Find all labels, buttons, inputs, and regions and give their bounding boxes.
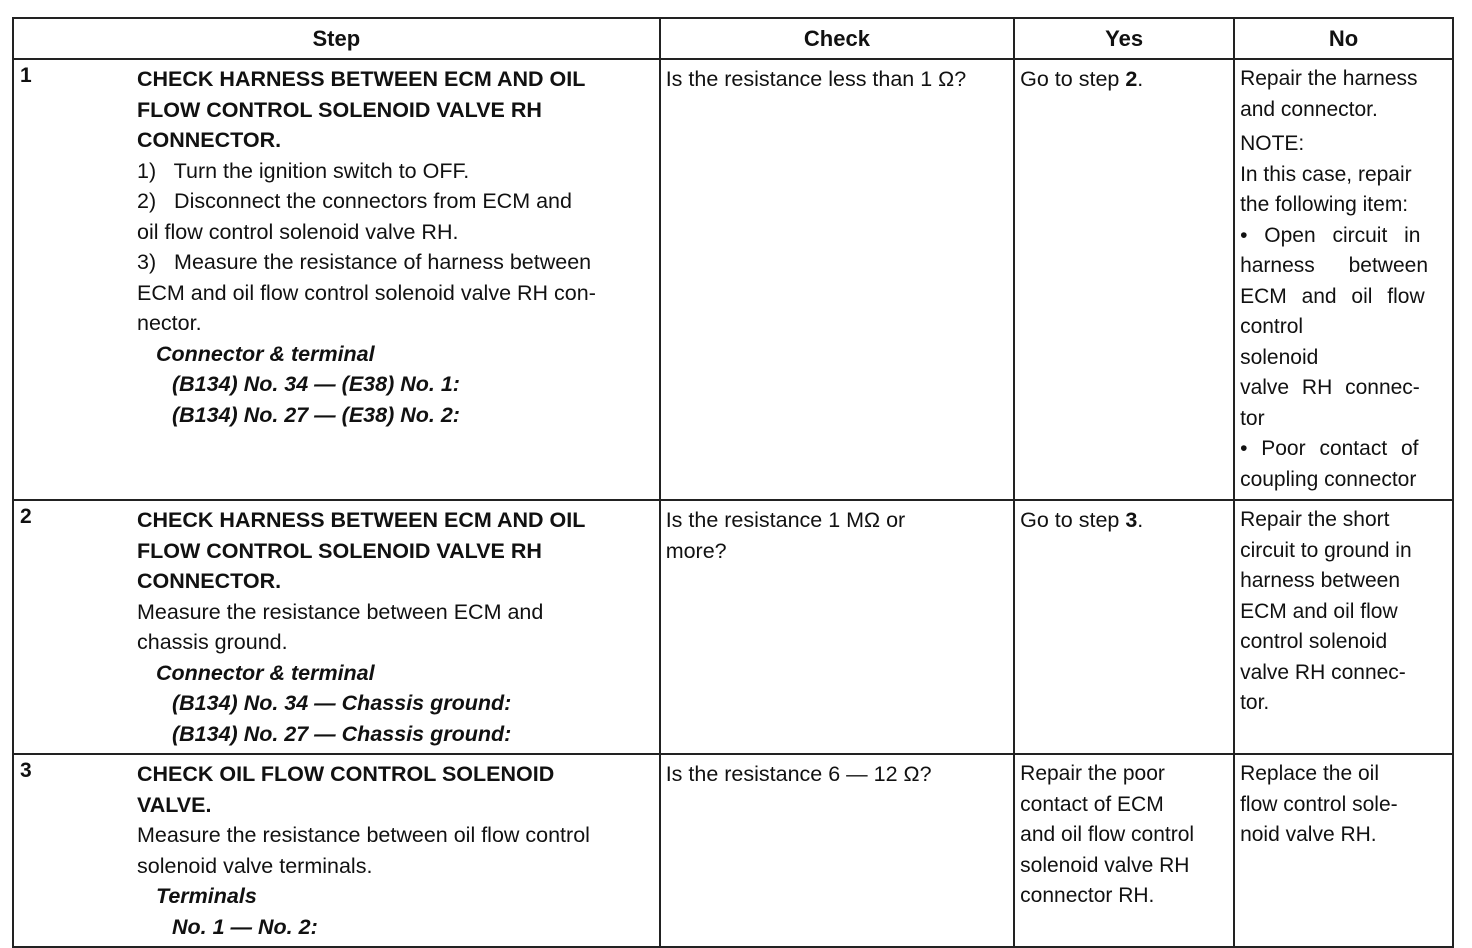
check-text: Is the resistance less than 1 Ω? xyxy=(665,67,967,91)
no-text: control solenoid xyxy=(1240,315,1319,369)
no-text: flow control sole- xyxy=(1240,792,1398,816)
step-text: Measure the resistance between oil flow control xyxy=(137,823,590,847)
step-title: CHECK HARNESS BETWEEN ECM AND OIL xyxy=(137,508,586,532)
header-yes: Yes xyxy=(1014,18,1234,59)
terminal-spec: (B134) No. 27 — (E38) No. 2: xyxy=(172,402,460,427)
step-title: VALVE. xyxy=(137,792,212,817)
no-cell xyxy=(1234,500,1453,754)
step-number: 2 xyxy=(20,505,32,528)
no-text: harness between xyxy=(1240,569,1401,592)
yes-text: . xyxy=(1137,508,1144,532)
terminal-spec: No. 1 — No. 2: xyxy=(172,914,318,939)
yes-step-number: 3 xyxy=(1125,508,1138,532)
yes-text: Go to step xyxy=(1020,67,1126,91)
no-text: • Poor contact of xyxy=(1240,437,1419,460)
step-cell xyxy=(13,59,660,500)
step-title: CONNECTOR. xyxy=(137,128,282,152)
step-text: solenoid valve terminals. xyxy=(137,853,373,878)
sub-heading: Terminals xyxy=(156,884,257,908)
header-no: No xyxy=(1234,18,1453,59)
step-title: FLOW CONTROL SOLENOID VALVE RH xyxy=(137,538,542,563)
step-title: CONNECTOR. xyxy=(137,569,282,593)
no-text: control solenoid xyxy=(1240,630,1388,653)
no-text: harness between xyxy=(1240,254,1429,277)
no-text: ECM and oil flow xyxy=(1240,284,1425,308)
yes-text: Go to step xyxy=(1020,508,1126,532)
no-text: and connector. xyxy=(1240,97,1378,121)
check-text: Is the resistance 1 MΩ or xyxy=(665,508,906,532)
no-text: Replace the oil xyxy=(1240,762,1379,785)
yes-cell xyxy=(1014,59,1234,500)
check-text: more? xyxy=(665,538,727,563)
step-text: chassis ground. xyxy=(137,630,288,654)
yes-cell xyxy=(1014,754,1234,947)
no-text: valve RH connec- xyxy=(1240,376,1420,399)
sub-heading: Connector & terminal xyxy=(156,660,375,685)
no-text: coupling connector xyxy=(1240,467,1417,491)
table-row xyxy=(13,754,1453,947)
no-text: In this case, repair xyxy=(1240,162,1412,186)
table-row xyxy=(13,59,1453,500)
step-text: 1) Turn the ignition switch to OFF. xyxy=(137,158,470,183)
header-row xyxy=(13,18,1453,59)
yes-text: contact of ECM xyxy=(1020,792,1164,816)
yes-text: . xyxy=(1137,67,1144,91)
step-text: ECM and oil flow control solenoid valve RH con- xyxy=(137,280,596,305)
yes-cell xyxy=(1014,500,1234,754)
no-text: noid valve RH. xyxy=(1240,823,1377,846)
sub-heading: Connector & terminal xyxy=(156,341,375,366)
note-label: NOTE: xyxy=(1240,132,1305,155)
diagnostic-table xyxy=(12,17,1454,948)
step-cell xyxy=(13,754,660,947)
yes-text: connector RH. xyxy=(1020,884,1155,907)
no-cell xyxy=(1234,754,1453,947)
terminal-spec: (B134) No. 34 — Chassis ground: xyxy=(172,691,512,715)
header-step: Step xyxy=(13,18,660,59)
step-number: 3 xyxy=(20,759,32,782)
no-text: Repair the short xyxy=(1240,508,1390,531)
terminal-spec: (B134) No. 27 — Chassis ground: xyxy=(172,721,512,746)
step-text: oil flow control solenoid valve RH. xyxy=(137,219,459,244)
yes-text: and oil flow control xyxy=(1020,823,1195,846)
yes-text: Repair the poor xyxy=(1020,762,1165,785)
check-text: Is the resistance 6 — 12 Ω? xyxy=(665,762,932,786)
header-check: Check xyxy=(660,18,1014,59)
no-text: • Open circuit in xyxy=(1240,223,1421,247)
step-title: CHECK OIL FLOW CONTROL SOLENOID xyxy=(137,762,555,786)
table-row xyxy=(13,500,1453,754)
yes-text: solenoid valve RH xyxy=(1020,853,1190,877)
no-text: valve RH connec- xyxy=(1240,660,1406,684)
step-text: Measure the resistance between ECM and xyxy=(137,599,544,624)
step-title: CHECK HARNESS BETWEEN ECM AND OIL xyxy=(137,67,586,91)
no-text: the following item: xyxy=(1240,193,1409,216)
step-number: 1 xyxy=(20,64,32,87)
check-cell xyxy=(660,754,1014,947)
step-title: FLOW CONTROL SOLENOID VALVE RH xyxy=(137,97,542,122)
no-text: tor. xyxy=(1240,691,1270,714)
check-cell xyxy=(660,500,1014,754)
no-text: circuit to ground in xyxy=(1240,538,1412,562)
terminal-spec: (B134) No. 34 — (E38) No. 1: xyxy=(172,372,460,396)
check-cell xyxy=(660,59,1014,500)
no-text: tor xyxy=(1240,406,1265,430)
no-text: Repair the harness xyxy=(1240,67,1418,90)
no-text: ECM and oil flow xyxy=(1240,599,1398,623)
step-text: 3) Measure the resistance of harness between xyxy=(137,250,592,274)
yes-step-number: 2 xyxy=(1125,67,1138,91)
step-cell xyxy=(13,500,660,754)
step-text: nector. xyxy=(137,311,202,335)
step-text: 2) Disconnect the connectors from ECM and xyxy=(137,189,572,213)
no-cell xyxy=(1234,59,1453,500)
